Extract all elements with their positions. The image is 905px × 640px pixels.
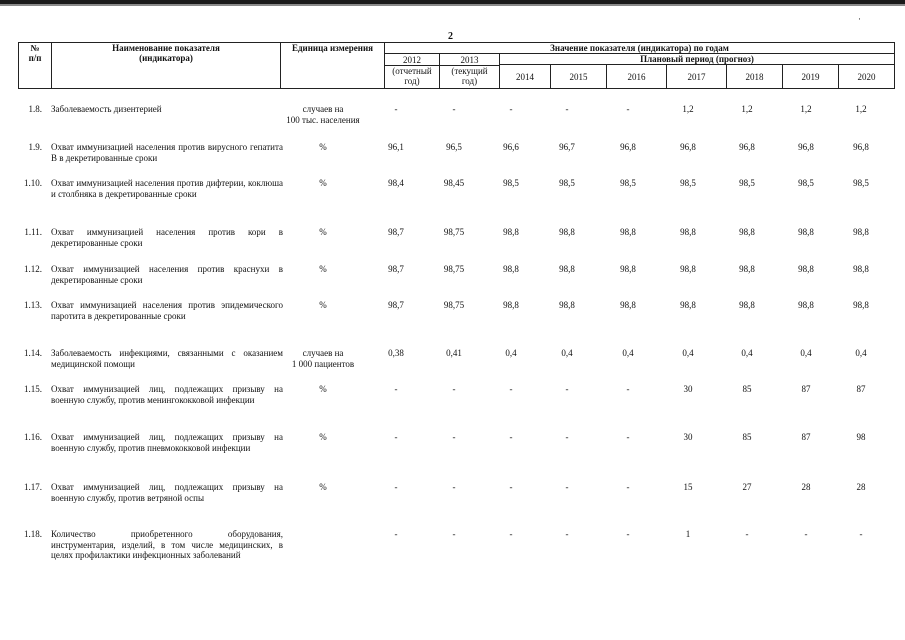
indicator-value: 87 (856, 384, 866, 394)
indicator-value: 98,8 (798, 264, 814, 274)
indicator-value: 98,8 (853, 300, 869, 310)
indicator-value: 96,6 (503, 142, 519, 152)
indicator-value: - (394, 529, 398, 539)
indicator-value: 0,4 (741, 348, 753, 358)
indicator-value: 0,38 (388, 348, 404, 358)
indicator-value: 98,5 (739, 178, 755, 188)
indicator-value: 0,4 (855, 348, 867, 358)
scan-edge-shadow (0, 4, 905, 6)
page-number: 2 (448, 31, 453, 42)
indicator-value: - (745, 529, 749, 539)
indicator-value: - (626, 432, 630, 442)
indicator-name: Охват иммунизацией лиц, подлежащих призыву на военную службу, против ветряной оспы (51, 482, 283, 503)
header-year: 2017 (667, 65, 727, 89)
indicator-value: - (565, 104, 569, 114)
indicator-value: 98,8 (503, 264, 519, 274)
unit-of-measure: % (319, 300, 327, 310)
indicator-value: - (452, 432, 456, 442)
indicator-value: 98,4 (388, 178, 404, 188)
indicator-value: 98,8 (739, 264, 755, 274)
indicator-value: - (509, 482, 513, 492)
scan-speck: · (858, 14, 861, 24)
header-2012-sub: (отчетный год) (392, 66, 432, 86)
row-number: 1.11. (24, 227, 42, 237)
indicator-value: - (394, 432, 398, 442)
indicator-value: 98 (856, 432, 866, 442)
row-number: 1.8. (28, 104, 42, 114)
indicator-value: 85 (742, 432, 752, 442)
indicator-value: - (626, 104, 630, 114)
indicator-name: Охват иммунизацией населения против эпидемического паротита в декретированные сроки (51, 300, 283, 321)
indicator-value: 98,5 (680, 178, 696, 188)
table-header (18, 42, 895, 89)
indicator-value: - (626, 384, 630, 394)
indicator-value: 98,5 (503, 178, 519, 188)
header-name: Наименование показателя (индикатора) (52, 43, 281, 89)
indicator-value: 98,8 (853, 227, 869, 237)
indicator-value: 0,4 (561, 348, 573, 358)
indicator-value: 98,45 (443, 178, 465, 188)
row-number: 1.12. (24, 264, 42, 274)
indicator-name: Охват иммунизацией населения против дифтерии, коклюша и столбняка в декретированные сроки (51, 178, 283, 199)
indicator-value: 28 (856, 482, 866, 492)
indicator-value: 0,4 (505, 348, 517, 358)
unit-of-measure: случаев на 100 тыс. населения (286, 104, 360, 125)
indicator-name: Заболеваемость дизентерией (51, 104, 162, 114)
indicator-value: - (452, 529, 456, 539)
indicator-name: Охват иммунизацией лиц, подлежащих призыву на военную службу, против пневмококковой инфекции (51, 432, 283, 453)
indicator-value: 87 (801, 432, 811, 442)
indicator-value: 96,5 (446, 142, 462, 152)
indicator-value: 98,8 (620, 300, 636, 310)
indicator-value: - (565, 384, 569, 394)
indicator-value: 98,75 (443, 227, 465, 237)
header-2013-year: 2013 (440, 55, 499, 66)
indicator-value: 1,2 (800, 104, 812, 114)
unit-of-measure: % (319, 384, 327, 394)
indicator-value: - (565, 482, 569, 492)
indicator-value: 98,8 (559, 227, 575, 237)
indicator-value: 0,4 (800, 348, 812, 358)
header-unit: Единица измерения (281, 43, 385, 89)
indicator-value: 98,75 (443, 264, 465, 274)
indicator-value: 98,8 (680, 227, 696, 237)
indicator-name: Охват иммунизацией населения против краснухи в декретированные сроки (51, 264, 283, 285)
indicator-value: 1,2 (682, 104, 694, 114)
indicator-value: 0,4 (622, 348, 634, 358)
header-year: 2014 (500, 65, 551, 89)
indicator-value: 28 (801, 482, 811, 492)
indicator-value: 98,5 (620, 178, 636, 188)
indicator-value: 0,41 (446, 348, 462, 358)
indicator-value: 30 (683, 432, 693, 442)
unit-of-measure: случаев на 1 000 пациентов (291, 348, 355, 369)
unit-of-measure: % (319, 432, 327, 442)
unit-of-measure: % (319, 142, 327, 152)
indicator-value: 98,8 (620, 264, 636, 274)
indicator-value: - (452, 482, 456, 492)
unit-of-measure: % (319, 482, 327, 492)
indicator-value: 96,8 (620, 142, 636, 152)
indicator-value: 98,8 (503, 227, 519, 237)
indicator-name: Количество приобретенного оборудования, инструментария, изделий, в том числе медицинских, в целях профилактики инфекционных заболеваний (51, 529, 283, 560)
row-number: 1.15. (24, 384, 42, 394)
header-year: 2015 (551, 65, 607, 89)
indicator-value: 98,8 (559, 300, 575, 310)
header-year: 2018 (727, 65, 783, 89)
indicator-value: - (509, 432, 513, 442)
header-plan: Плановый период (прогноз) (500, 54, 895, 65)
indicator-value: 1,2 (855, 104, 867, 114)
row-number: 1.10. (24, 178, 42, 188)
indicator-value: 96,8 (680, 142, 696, 152)
indicator-value: 98,7 (388, 264, 404, 274)
row-number: 1.14. (24, 348, 42, 358)
indicator-value: - (509, 384, 513, 394)
indicator-value: 98,8 (739, 300, 755, 310)
row-number: 1.18. (24, 529, 42, 539)
header-values: Значение показателя (индикатора) по годам (385, 43, 895, 54)
header-2012 (385, 54, 440, 89)
indicator-value: 27 (742, 482, 752, 492)
row-number: 1.16. (24, 432, 42, 442)
indicator-value: 30 (683, 384, 693, 394)
indicator-value: 98,8 (853, 264, 869, 274)
row-number: 1.17. (24, 482, 42, 492)
indicator-value: - (452, 384, 456, 394)
indicator-value: 98,5 (853, 178, 869, 188)
indicator-value: 1,2 (741, 104, 753, 114)
indicator-value: 98,8 (798, 227, 814, 237)
indicator-value: 98,5 (559, 178, 575, 188)
header-2013-sub: (текущий год) (451, 66, 488, 86)
header-year: 2016 (607, 65, 667, 89)
indicator-value: 85 (742, 384, 752, 394)
header-num: № п/п (19, 43, 52, 89)
indicator-name: Заболеваемость инфекциями, связанными с оказанием медицинской помощи (51, 348, 283, 369)
header-2012-year: 2012 (385, 55, 439, 66)
indicator-value: 96,7 (559, 142, 575, 152)
indicator-value: 1 (685, 529, 691, 539)
indicator-value: - (565, 432, 569, 442)
indicator-value: 96,8 (739, 142, 755, 152)
indicator-value: 96,8 (853, 142, 869, 152)
unit-of-measure: % (319, 178, 327, 188)
indicator-value: - (394, 104, 398, 114)
indicator-value: - (394, 482, 398, 492)
indicator-value: - (626, 529, 630, 539)
indicator-value: 98,8 (559, 264, 575, 274)
indicator-value: 98,5 (798, 178, 814, 188)
row-number: 1.13. (24, 300, 42, 310)
indicator-value: - (452, 104, 456, 114)
indicator-value: 0,4 (682, 348, 694, 358)
indicator-value: - (626, 482, 630, 492)
indicator-value: 98,8 (739, 227, 755, 237)
indicator-value: 96,8 (798, 142, 814, 152)
unit-of-measure: % (319, 227, 327, 237)
indicator-value: 98,8 (620, 227, 636, 237)
indicator-value: - (859, 529, 863, 539)
indicator-value: - (804, 529, 808, 539)
indicator-value: 15 (683, 482, 693, 492)
header-year: 2020 (839, 65, 895, 89)
indicator-value: 98,8 (503, 300, 519, 310)
indicator-value: - (565, 529, 569, 539)
indicator-value: 98,8 (798, 300, 814, 310)
indicator-value: 98,75 (443, 300, 465, 310)
indicator-value: 96,1 (388, 142, 404, 152)
indicator-value: - (509, 104, 513, 114)
indicator-value: 98,8 (680, 300, 696, 310)
indicator-name: Охват иммунизацией лиц, подлежащих призыву на военную службу, против менингококковой инфекции (51, 384, 283, 405)
indicator-value: 87 (801, 384, 811, 394)
indicator-name: Охват иммунизацией населения против вирусного гепатита В в декретированные сроки (51, 142, 283, 163)
indicator-value: - (509, 529, 513, 539)
indicator-value: 98,7 (388, 300, 404, 310)
indicator-name: Охват иммунизацией населения против кори в декретированные сроки (51, 227, 283, 248)
unit-of-measure: % (319, 264, 327, 274)
indicator-value: 98,8 (680, 264, 696, 274)
header-2013 (440, 54, 500, 89)
row-number: 1.9. (28, 142, 42, 152)
indicator-value: - (394, 384, 398, 394)
header-year: 2019 (783, 65, 839, 89)
indicator-value: 98,7 (388, 227, 404, 237)
